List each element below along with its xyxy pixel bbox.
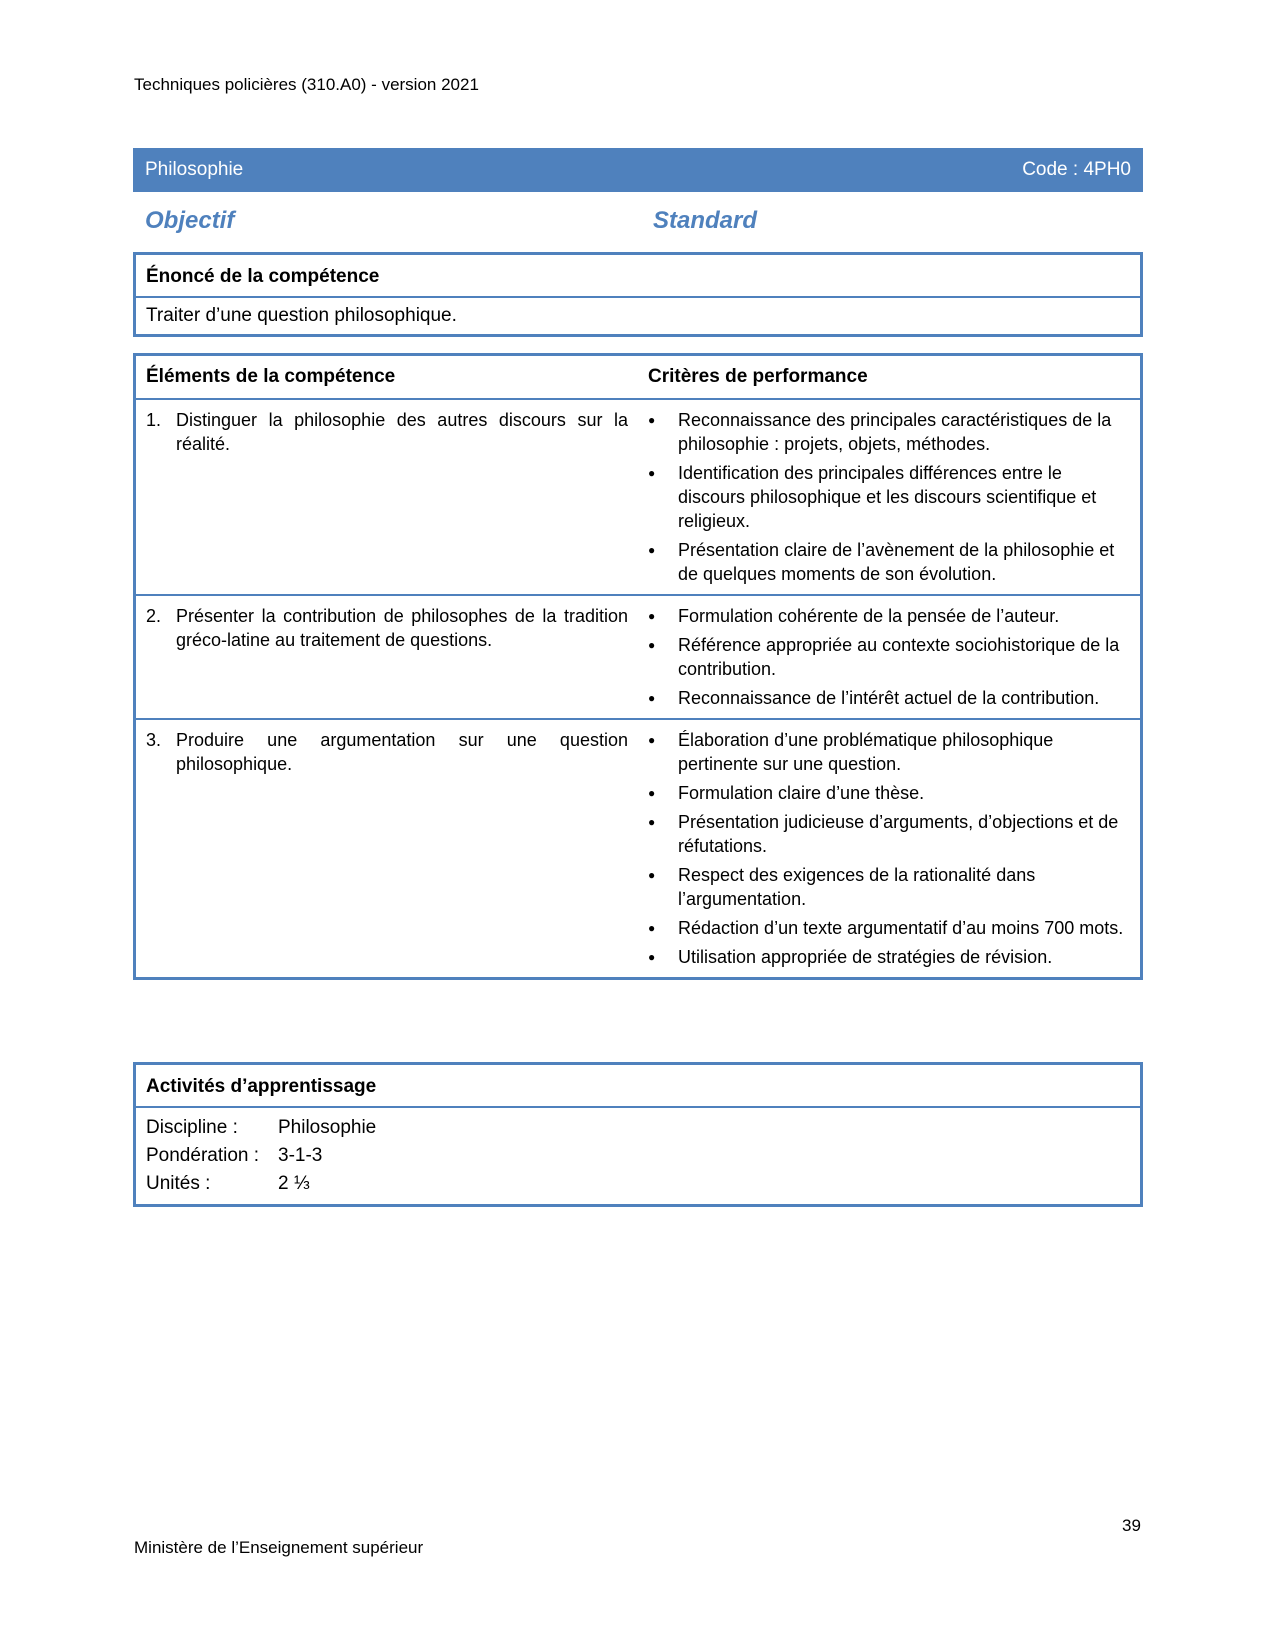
competency-element — [146, 408, 628, 456]
list-item — [648, 810, 1130, 858]
discipline-label: Discipline : — [146, 1117, 238, 1138]
bullet-icon: ● — [648, 691, 656, 705]
criterion-text: Utilisation appropriée de stratégies de révision. — [678, 947, 1053, 967]
criteria-list — [648, 408, 1130, 586]
weighting-row — [136, 1142, 1140, 1170]
element-text: Produire une argumentation sur une question philosophique. — [176, 730, 628, 774]
discipline-value: Philosophie — [278, 1117, 377, 1138]
criterion-text: Référence appropriée au contexte sociohistorique de la contribution. — [678, 635, 1120, 679]
course-title: Philosophie — [145, 159, 244, 180]
competency-element — [146, 604, 628, 652]
criterion-text: Présentation judicieuse d’arguments, d’objections et de réfutations. — [678, 812, 1119, 856]
list-item — [648, 408, 1130, 456]
element-text: Présenter la contribution de philosophes de la tradition gréco-latine au traitement de questions. — [176, 606, 628, 650]
running-header: Techniques policières (310.A0) - version 2021 — [134, 75, 479, 94]
discipline-row — [136, 1114, 1140, 1142]
criterion-text: Reconnaissance de l’intérêt actuel de la contribution. — [678, 688, 1100, 708]
bullet-icon: ● — [648, 638, 656, 652]
bullet-icon: ● — [648, 543, 656, 557]
criterion-text: Formulation claire d’une thèse. — [678, 783, 925, 803]
elements-heading: Éléments de la compétence — [136, 356, 638, 399]
elements-criteria-table — [136, 356, 1140, 977]
element-cell — [136, 719, 638, 977]
list-item — [648, 604, 1130, 628]
criteria-cell — [638, 399, 1140, 595]
bullet-icon: ● — [648, 466, 656, 480]
criteria-heading: Critères de performance — [638, 356, 1140, 399]
weighting-value: 3-1-3 — [278, 1145, 323, 1166]
criterion-text: Respect des exigences de la rationalité dans l’argumentation. — [678, 865, 1036, 909]
bullet-icon: ● — [648, 786, 656, 800]
element-cell — [136, 399, 638, 595]
units-label: Unités : — [146, 1173, 211, 1194]
criteria-cell — [638, 719, 1140, 977]
learning-activities-box — [133, 1062, 1143, 1207]
element-cell — [136, 595, 638, 719]
criteria-list — [648, 604, 1130, 710]
table-row — [136, 595, 1140, 719]
element-text: Distinguer la philosophie des autres discours sur la réalité. — [176, 410, 628, 454]
list-item — [648, 686, 1130, 710]
list-item — [648, 863, 1130, 911]
list-item — [648, 945, 1130, 969]
bullet-icon: ● — [648, 921, 656, 935]
bullet-icon: ● — [648, 815, 656, 829]
competency-element — [146, 728, 628, 776]
table-row — [136, 719, 1140, 977]
objective-column-heading: Objectif — [145, 207, 235, 234]
table-row — [136, 399, 1140, 595]
criterion-text: Formulation cohérente de la pensée de l’auteur. — [678, 606, 1060, 626]
units-value: 2 ⅓ — [278, 1173, 310, 1194]
list-item — [648, 728, 1130, 776]
list-item — [648, 461, 1130, 533]
activities-heading: Activités d’apprentissage — [136, 1065, 1140, 1108]
table-header-row — [136, 356, 1140, 399]
competency-statement-box — [133, 252, 1143, 337]
bullet-icon: ● — [648, 733, 656, 747]
criterion-text: Identification des principales différences entre le discours philosophique et les discours scientifique et religieux. — [678, 463, 1097, 531]
list-item — [648, 916, 1130, 940]
criterion-text: Présentation claire de l’avènement de la philosophie et de quelques moments de son évolution. — [678, 540, 1115, 584]
element-number: 2. — [146, 606, 162, 626]
element-number: 3. — [146, 730, 162, 750]
course-code: Code : 4PH0 — [1022, 159, 1131, 180]
bullet-icon: ● — [648, 609, 656, 623]
course-title-bar — [133, 148, 1143, 192]
list-item — [648, 538, 1130, 586]
element-number: 1. — [146, 410, 162, 430]
bullet-icon: ● — [648, 413, 656, 427]
page-number: 39 — [1122, 1516, 1141, 1535]
bullet-icon: ● — [648, 950, 656, 964]
list-item — [648, 781, 1130, 805]
competency-statement: Traiter d’une question philosophique. — [146, 305, 457, 326]
criterion-text: Rédaction d’un texte argumentatif d’au moins 700 mots. — [678, 918, 1124, 938]
criteria-list — [648, 728, 1130, 969]
standard-column-heading: Standard — [653, 207, 758, 234]
criterion-text: Élaboration d’une problématique philosophique pertinente sur une question. — [678, 730, 1054, 774]
weighting-label: Pondération : — [146, 1145, 260, 1166]
footer-ministry: Ministère de l’Enseignement supérieur — [134, 1538, 424, 1557]
units-row — [136, 1170, 1140, 1198]
criterion-text: Reconnaissance des principales caractéristiques de la philosophie : projets, objets, méthodes. — [678, 410, 1112, 454]
competency-heading: Énoncé de la compétence — [136, 255, 1140, 298]
elements-criteria-box — [133, 353, 1143, 980]
criteria-cell — [638, 595, 1140, 719]
list-item — [648, 633, 1130, 681]
bullet-icon: ● — [648, 868, 656, 882]
